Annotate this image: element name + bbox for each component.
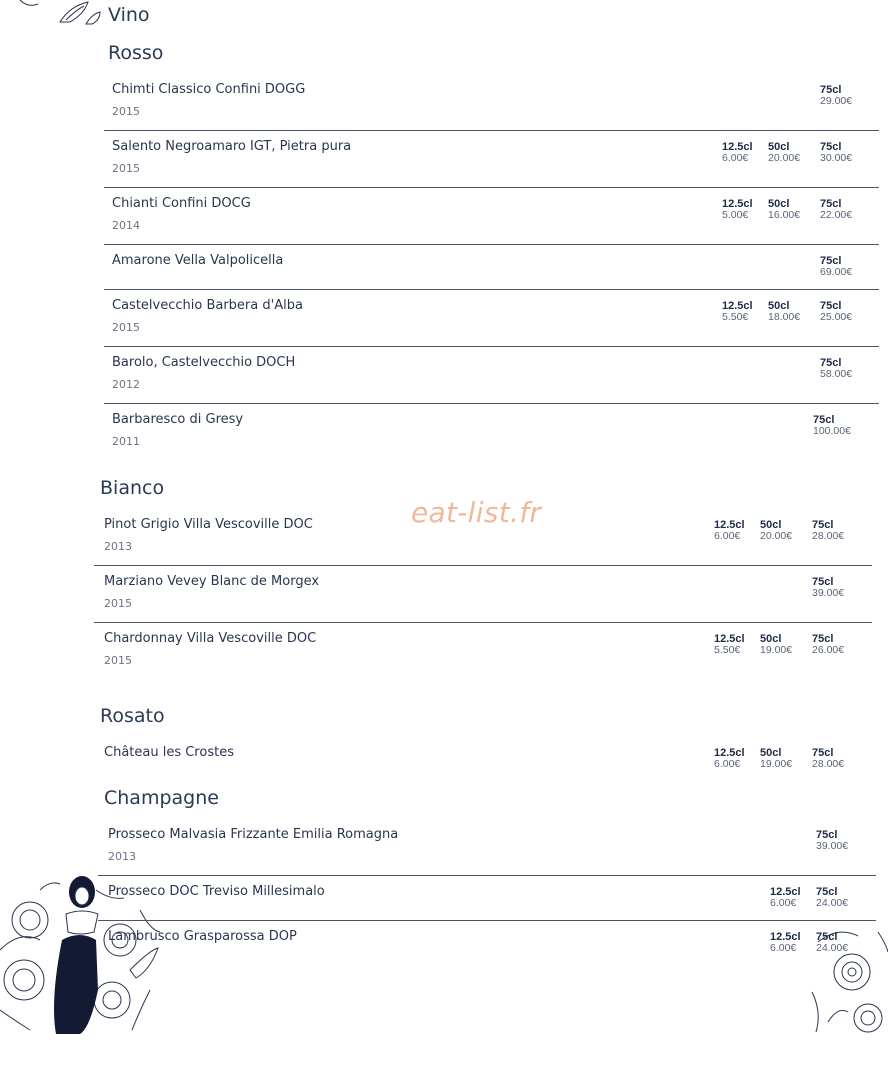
wine-item (98, 827, 876, 876)
price-column (820, 300, 852, 323)
price-column (820, 255, 852, 278)
wine-item (94, 574, 872, 623)
bottle-size: 75cl (812, 519, 834, 531)
wine-item (104, 196, 879, 245)
price-value: 39.00€ (816, 840, 849, 852)
bottle-size: 75cl (813, 414, 835, 426)
bottle-size: 50cl (768, 198, 790, 210)
wine-year: 2013 (108, 850, 136, 863)
price-column (770, 886, 801, 909)
bottle-size: 12.5cl (714, 747, 745, 759)
bottle-size: 75cl (820, 141, 842, 153)
floral-decoration-top-icon (0, 0, 110, 26)
price-column (813, 414, 851, 437)
price-value: 6.00€ (770, 897, 797, 909)
price-column (816, 829, 848, 852)
price-value: 24.00€ (816, 942, 849, 954)
price-value: 6.00€ (714, 758, 741, 770)
bottle-size: 75cl (816, 886, 838, 898)
price-column (812, 519, 844, 542)
price-value: 20.00€ (768, 152, 801, 164)
wine-year: 2012 (112, 378, 140, 391)
price-column (722, 300, 753, 323)
price-column (722, 141, 753, 164)
wine-item (104, 355, 879, 404)
price-value: 20.00€ (760, 530, 793, 542)
bottle-size: 50cl (768, 141, 790, 153)
bottle-size: 50cl (760, 747, 782, 759)
price-value: 5.50€ (714, 644, 741, 656)
wine-name: Salento Negroamaro IGT, Pietra pura (112, 139, 352, 154)
price-column (760, 747, 792, 770)
wine-item (98, 929, 876, 966)
bottle-size: 50cl (768, 300, 790, 312)
wine-name: Barbaresco di Gresy (112, 412, 244, 427)
price-value: 24.00€ (816, 897, 849, 909)
bottle-size: 75cl (820, 198, 842, 210)
wine-item (104, 139, 879, 188)
price-value: 30.00€ (820, 152, 853, 164)
price-value: 29.00€ (820, 95, 853, 107)
bottle-size: 50cl (760, 633, 782, 645)
wine-name: Barolo, Castelvecchio DOCH (112, 355, 296, 370)
price-value: 6.00€ (770, 942, 797, 954)
bottle-size: 75cl (816, 829, 838, 841)
wine-year: 2015 (104, 597, 132, 610)
price-column (812, 747, 844, 770)
wine-name: Amarone Vella Valpolicella (112, 253, 284, 268)
bottle-size: 75cl (812, 747, 834, 759)
price-column (820, 357, 852, 380)
price-column (714, 519, 745, 542)
bottle-size: 12.5cl (770, 931, 801, 943)
wine-name: Chimti Classico Confini DOGG (112, 82, 306, 97)
price-value: 100.00€ (813, 425, 851, 437)
wine-name: Château les Crostes (104, 745, 234, 760)
price-column (714, 633, 745, 656)
wine-year: 2015 (112, 321, 140, 334)
price-column (812, 576, 844, 599)
price-column (760, 519, 792, 542)
wine-year: 2014 (112, 219, 140, 232)
wine-year: 2015 (104, 654, 132, 667)
price-value: 28.00€ (812, 530, 845, 542)
section-heading-champagne: Champagne (104, 787, 219, 809)
wine-item (104, 298, 879, 347)
bottle-size: 75cl (820, 84, 842, 96)
price-column (768, 141, 800, 164)
wine-item (98, 884, 876, 921)
price-column (820, 198, 852, 221)
price-value: 58.00€ (820, 368, 853, 380)
wine-name: Prosseco Malvasia Frizzante Emilia Romagna (108, 827, 399, 842)
bottle-size: 12.5cl (770, 886, 801, 898)
bottle-size: 12.5cl (722, 141, 753, 153)
wine-item (94, 517, 872, 566)
price-value: 26.00€ (812, 644, 845, 656)
wine-item (94, 631, 872, 680)
bottle-size: 75cl (820, 300, 842, 312)
wine-name: Marziano Vevey Blanc de Morgex (104, 574, 320, 589)
wine-name: Castelvecchio Barbera d'Alba (112, 298, 303, 313)
price-value: 25.00€ (820, 311, 853, 323)
section-heading-bianco: Bianco (100, 477, 165, 499)
price-column (768, 300, 800, 323)
wine-name: Prosseco DOC Treviso Millesimalo (108, 884, 325, 899)
wine-name: Lambrusco Grasparossa DOP (108, 929, 297, 944)
wine-year: 2011 (112, 435, 140, 448)
price-value: 19.00€ (760, 644, 793, 656)
price-value: 39.00€ (812, 587, 845, 599)
section-heading-vino: Vino (108, 4, 150, 26)
price-value: 6.00€ (714, 530, 741, 542)
price-value: 16.00€ (768, 209, 801, 221)
wine-item (104, 253, 879, 290)
price-value: 18.00€ (768, 311, 801, 323)
price-column (768, 198, 800, 221)
price-column (722, 198, 753, 221)
price-column (760, 633, 792, 656)
wine-item (94, 745, 872, 785)
price-column (714, 747, 745, 770)
section-heading-rosso: Rosso (108, 42, 164, 64)
wine-item (104, 82, 879, 131)
bottle-size: 75cl (816, 931, 838, 943)
bottle-size: 12.5cl (722, 300, 753, 312)
price-value: 69.00€ (820, 266, 853, 278)
price-value: 5.00€ (722, 209, 749, 221)
bottle-size: 50cl (760, 519, 782, 531)
wine-name: Chardonnay Villa Vescoville DOC (104, 631, 317, 646)
bottle-size: 12.5cl (722, 198, 753, 210)
wine-year: 2013 (104, 540, 132, 553)
wine-year: 2015 (112, 162, 140, 175)
price-column (812, 633, 844, 656)
price-column (820, 141, 852, 164)
price-value: 22.00€ (820, 209, 853, 221)
wine-year: 2015 (112, 105, 140, 118)
price-column (816, 931, 848, 954)
bottle-size: 75cl (812, 576, 834, 588)
price-value: 19.00€ (760, 758, 793, 770)
price-column (816, 886, 848, 909)
wine-name: Pinot Grigio Villa Vescoville DOC (104, 517, 313, 532)
section-heading-rosato: Rosato (100, 705, 165, 727)
wine-item (104, 412, 879, 461)
watermark-text: eat-list.fr (411, 496, 542, 529)
bottle-size: 12.5cl (714, 519, 745, 531)
bottle-size: 75cl (820, 255, 842, 267)
price-value: 28.00€ (812, 758, 845, 770)
bottle-size: 75cl (812, 633, 834, 645)
bottle-size: 12.5cl (714, 633, 745, 645)
price-value: 6.00€ (722, 152, 749, 164)
price-value: 5.50€ (722, 311, 749, 323)
wine-name: Chianti Confini DOCG (112, 196, 251, 211)
price-column (770, 931, 801, 954)
bottle-size: 75cl (820, 357, 842, 369)
price-column (820, 84, 852, 107)
